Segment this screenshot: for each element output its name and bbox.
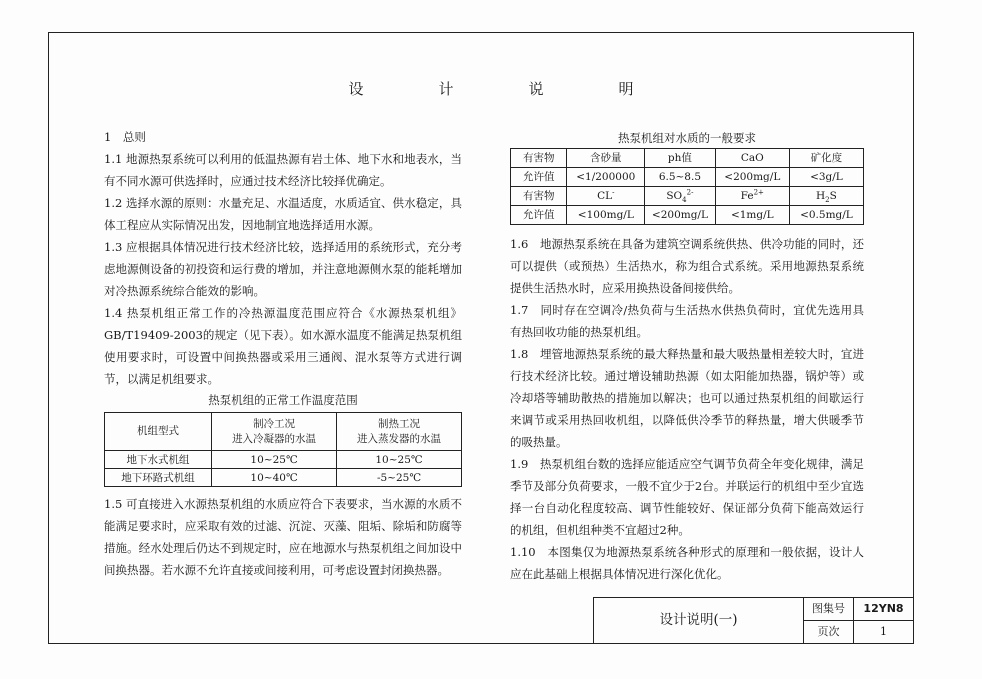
table-row (511, 149, 864, 168)
table-cell: <200mg/L (715, 168, 789, 187)
right-column (510, 128, 864, 585)
table-cell: <1/200000 (567, 168, 645, 187)
table-cell: 允许值 (511, 206, 567, 225)
formula-sub: 4 (682, 195, 687, 204)
formula-sup: 2+ (753, 188, 764, 196)
table-row (511, 168, 864, 187)
table-cell: ph值 (645, 149, 716, 168)
drawing-name: 设计说明(一) (594, 598, 804, 643)
paragraph-1-1: 1.1 地源热泵系统可以利用的低温热源有岩土体、地下水和地表水，当有不同水源可供选择时，应通过技术经济比较择优确定。 (104, 152, 462, 188)
table-cell: 地下环路式机组 (105, 469, 212, 487)
table-cell: 地下水式机组 (105, 451, 212, 469)
formula-base: Fe (740, 189, 754, 202)
formula-base: H (816, 189, 826, 202)
section-heading: 1 总则 (104, 130, 146, 144)
table-cell: 10~25℃ (212, 451, 337, 469)
formula-base: SO (666, 189, 683, 202)
table-cell: -5~25℃ (337, 469, 462, 487)
paragraph-1-8: 1.8 埋管地源热泵系统的最大释热量和最大吸热量相差较大时，宜进行技术经济比较。通过增设辅助热源（如太阳能加热器，锅炉等）或冷却塔等辅助散热的措施加以解决；也可以通过热泵机组的间歇运行来调节或采用热回收机组，以降低供冷季节的释热量，增大供暖季节的吸热量。 (510, 347, 864, 449)
table-cell (715, 187, 789, 206)
table-cell: 有害物 (511, 187, 567, 206)
table-row (105, 413, 462, 451)
temp-range-table (104, 412, 462, 487)
water-quality-table (510, 148, 864, 225)
formula-sup: - (612, 188, 615, 196)
page-number-value: 1 (880, 625, 887, 638)
formula-tail: S (829, 189, 837, 202)
formula-base: CL (597, 189, 613, 202)
table-cell: <0.5mg/L (789, 206, 863, 225)
paragraph-1-5: 1.5 可直接进入水源热泵机组的水质应符合下表要求，当水源的水质不能满足要求时，应采取有效的过滤、沉淀、灭藻、阻垢、除垢和防腐等措施。经水处理后仍达不到规定时，应在地源水与热泵机组之间加设中间换热器。若水源不允许直接或间接利用，可考虑设置封闭换热器。 (104, 497, 462, 577)
atlas-number-value: 12YN8 (854, 598, 913, 621)
table-cell: <3g/L (789, 168, 863, 187)
paragraph-1-10: 1.10 本图集仅为地源热泵系统各种形式的原理和一般依据，设计人应在此基础上根据具体情况进行深化优化。 (510, 545, 864, 581)
table-row (511, 206, 864, 225)
table-cell: <200mg/L (645, 206, 716, 225)
page-title: 设 计 说 明 (348, 80, 664, 98)
table-cell: <1mg/L (715, 206, 789, 225)
atlas-number-label: 图集号 (804, 598, 854, 621)
formula-sup: 2- (686, 188, 694, 196)
paragraph-1-2: 1.2 选择水源的原则：水量充足、水温适度，水质适宜、供水稳定，具体工程应从实际情况出发，因地制宜地选择适用水源。 (104, 196, 462, 232)
table-header-cell: 制冷工况 进入冷凝器的水温 (212, 413, 337, 451)
temp-table-caption: 热泵机组的正常工作温度范围 (208, 393, 358, 407)
table-row (105, 451, 462, 469)
formula-sub: 2 (825, 195, 830, 204)
paragraph-1-6: 1.6 地源热泵系统在具备为建筑空调系统供热、供冷功能的同时，还可以提供（或预热）生活热水，称为组合式系统。采用地源热泵系统提供生活热水时，应采用换热设备间接供给。 (510, 237, 864, 295)
left-column (104, 126, 462, 581)
table-cell: 有害物 (511, 149, 567, 168)
table-cell: 10~25℃ (337, 451, 462, 469)
table-cell: 含砂量 (567, 149, 645, 168)
table-cell: <100mg/L (567, 206, 645, 225)
table-cell (789, 187, 863, 206)
title-block (593, 597, 914, 644)
table-row (511, 187, 864, 206)
table-cell: CaO (715, 149, 789, 168)
page-number-label: 页次 (804, 621, 854, 644)
table-cell: 10~40℃ (212, 469, 337, 487)
table-header-cell: 机组型式 (105, 413, 212, 451)
paragraph-1-4: 1.4 热泵机组正常工作的冷热源温度范围应符合《水源热泵机组》GB/T19409-2003的规定（见下表）。如水源水温度不能满足热泵机组使用要求时，可设置中间换热器或采用三通阀、混水泵等方式进行调节，以满足机组要求。 (104, 306, 462, 386)
table-cell (567, 187, 645, 206)
table-header-cell: 制热工况 进入蒸发器的水温 (337, 413, 462, 451)
table-row (105, 469, 462, 487)
table-cell (645, 187, 716, 206)
paragraph-1-3: 1.3 应根据具体情况进行技术经济比较，选择适用的系统形式，充分考虑地源侧设备的初投资和运行费的增加，并注意地源侧水泵的能耗增加对冷热源系统综合能效的影响。 (104, 240, 462, 298)
table-cell: 允许值 (511, 168, 567, 187)
water-table-caption: 热泵机组对水质的一般要求 (618, 131, 756, 145)
table-cell: 6.5~8.5 (645, 168, 716, 187)
paragraph-1-9: 1.9 热泵机组台数的选择应能适应空气调节负荷全年变化规律，满足季节及部分负荷要求，一般不宜少于2台。并联运行的机组中至少宜选择一台自动化程度较高、调节性能较好、保证部分负荷下能高效运行的机组，但机组种类不宜超过2种。 (510, 457, 864, 537)
table-cell: 矿化度 (789, 149, 863, 168)
paragraph-1-7: 1.7 同时存在空调冷/热负荷与生活热水供热负荷时，宜优先选用具有热回收功能的热泵机组。 (510, 303, 864, 339)
